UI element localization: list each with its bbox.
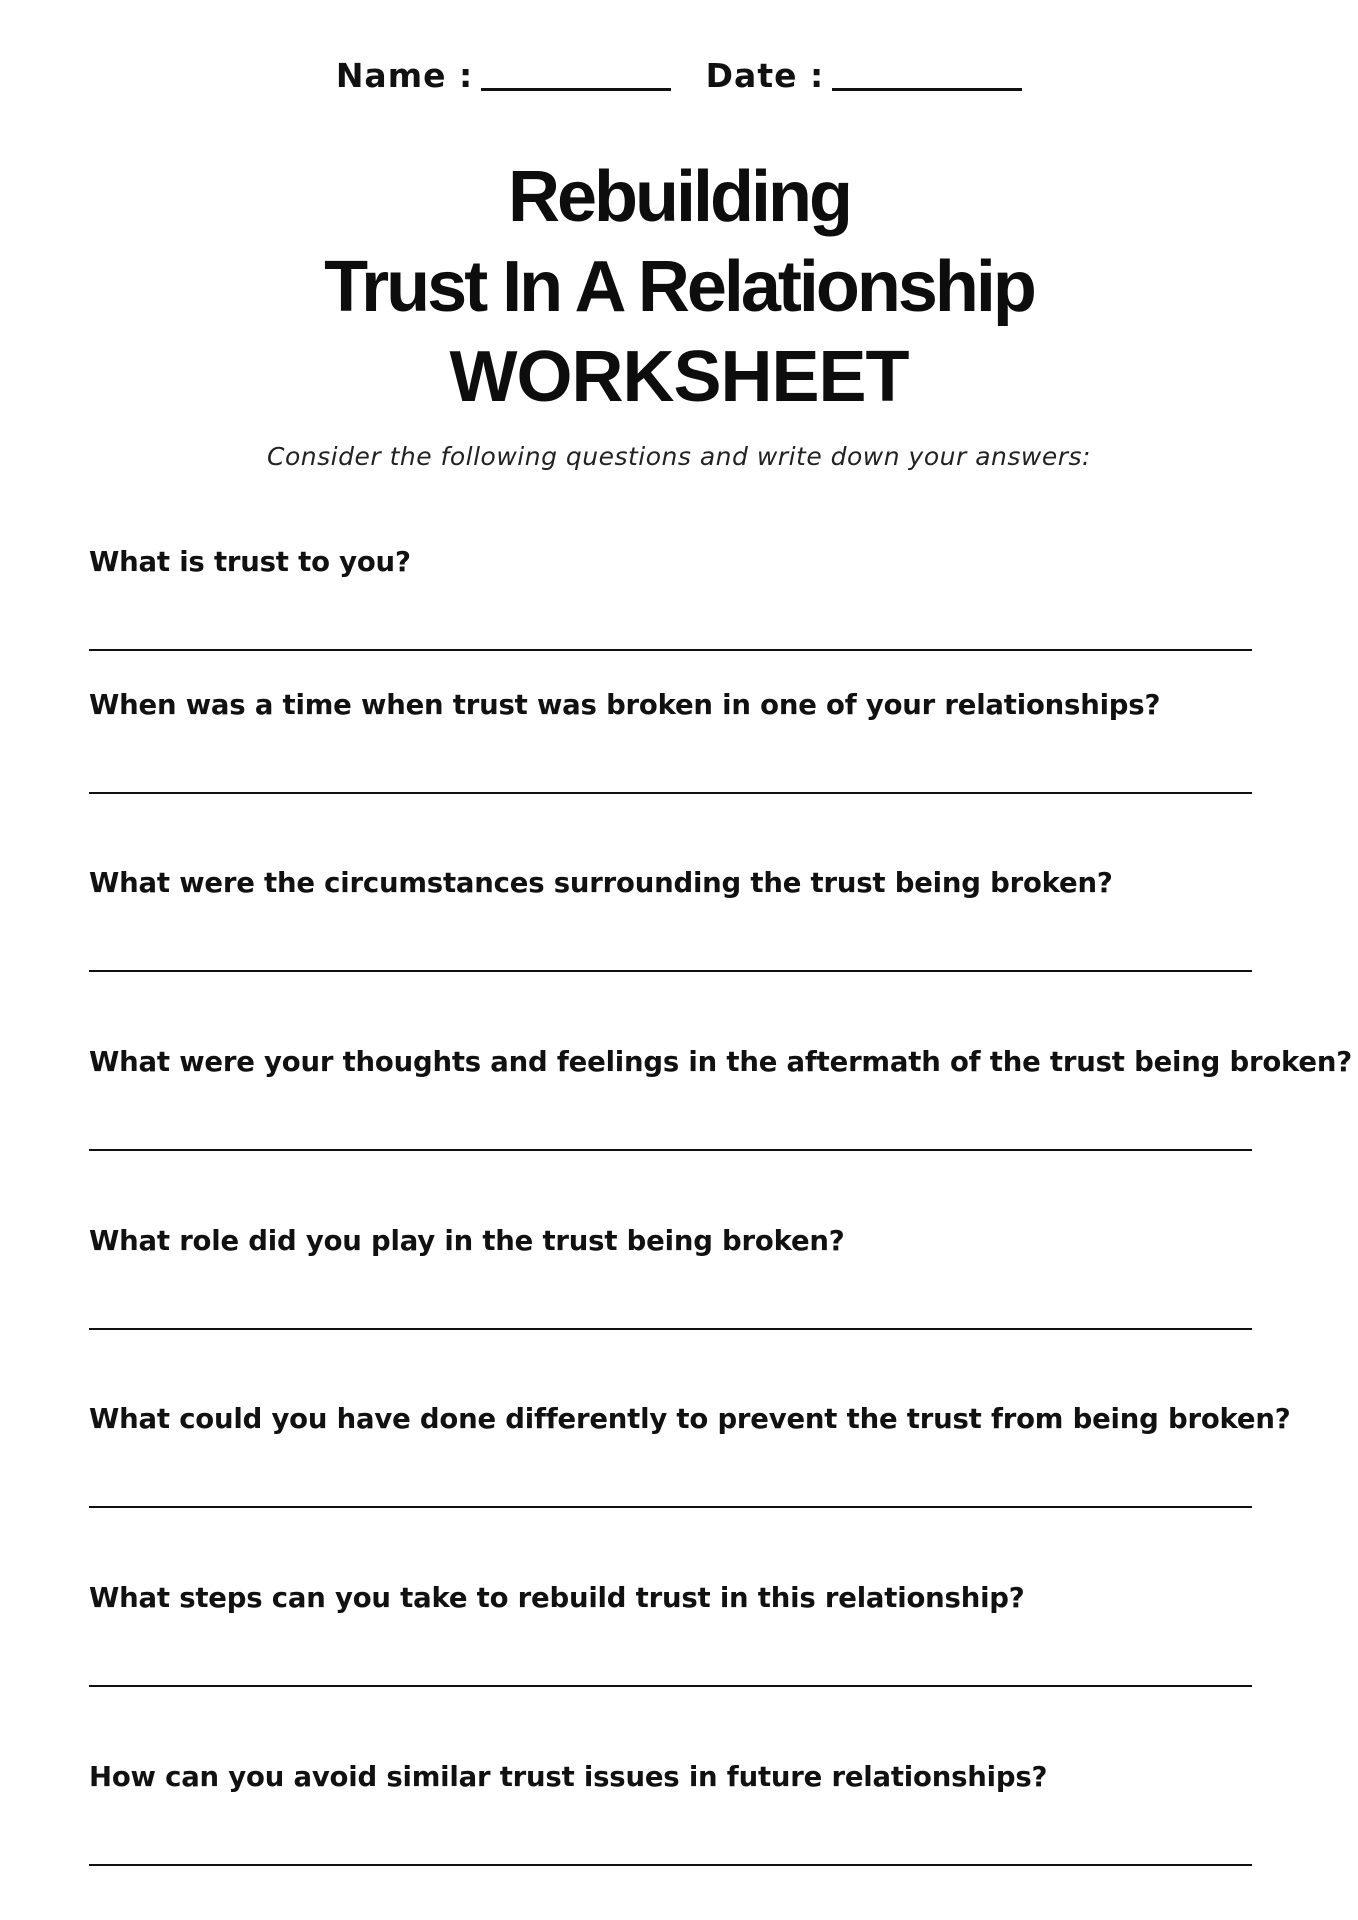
date-field[interactable] bbox=[832, 88, 1022, 91]
name-label: Name : bbox=[335, 56, 474, 95]
question-block bbox=[89, 867, 1259, 899]
question-text: How can you avoid similar trust issues in future relationships? bbox=[89, 1761, 1048, 1793]
title-line-3: WORKSHEET bbox=[449, 337, 909, 417]
question-text: When was a time when trust was broken in one of your relationships? bbox=[89, 689, 1161, 721]
question-block bbox=[89, 1403, 1291, 1435]
question-text: What were the circumstances surrounding the trust being broken? bbox=[89, 867, 1113, 899]
question-text: What role did you play in the trust being broken? bbox=[89, 1225, 845, 1257]
question-block bbox=[89, 689, 1259, 721]
answer-line[interactable] bbox=[89, 1328, 1252, 1330]
page-title bbox=[0, 152, 1358, 422]
question-text: What is trust to you? bbox=[89, 546, 411, 578]
date-label: Date : bbox=[705, 56, 825, 95]
question-text: What were your thoughts and feelings in the aftermath of the trust being broken? bbox=[89, 1046, 1352, 1078]
question-block bbox=[89, 1582, 1259, 1614]
answer-line[interactable] bbox=[89, 1506, 1252, 1508]
question-text: What could you have done differently to prevent the trust from being broken? bbox=[89, 1403, 1291, 1435]
name-date-row bbox=[0, 56, 1358, 95]
question-block bbox=[89, 1046, 1352, 1078]
question-text: What steps can you take to rebuild trust in this relationship? bbox=[89, 1582, 1025, 1614]
question-block bbox=[89, 546, 1259, 578]
question-block bbox=[89, 1761, 1259, 1793]
answer-line[interactable] bbox=[89, 649, 1252, 651]
name-field[interactable] bbox=[481, 88, 671, 91]
answer-line[interactable] bbox=[89, 1149, 1252, 1151]
answer-line[interactable] bbox=[89, 1864, 1252, 1866]
answer-line[interactable] bbox=[89, 792, 1252, 794]
title-line-2: Trust In A Relationship bbox=[324, 247, 1034, 327]
title-line-1: Rebuilding bbox=[508, 157, 850, 237]
instructions: Consider the following questions and write down your answers: bbox=[267, 442, 1091, 471]
answer-line[interactable] bbox=[89, 1685, 1252, 1687]
answer-line[interactable] bbox=[89, 970, 1252, 972]
question-block bbox=[89, 1225, 1259, 1257]
